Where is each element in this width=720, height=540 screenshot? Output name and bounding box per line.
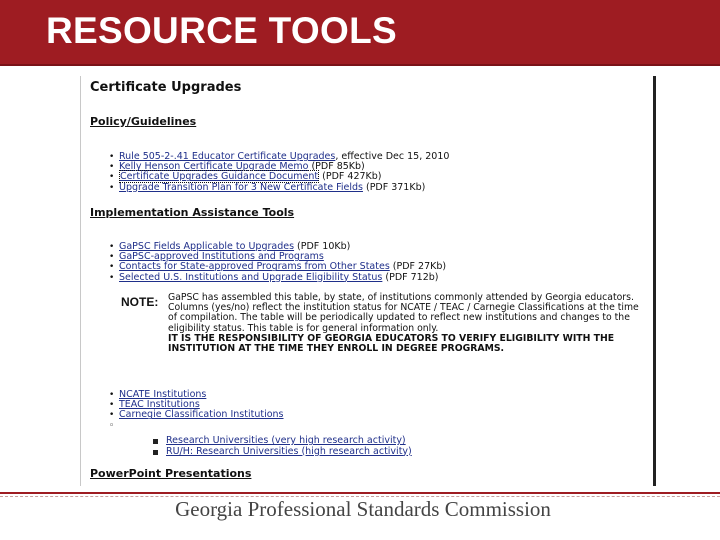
ncate-institutions-link[interactable]: NCATE Institutions: [119, 389, 207, 400]
list-item: [109, 410, 284, 420]
page-title: RESOURCE TOOLS: [46, 10, 397, 51]
note-emphasis: IT IS THE RESPONSIBILITY OF GEORGIA EDUCATORS TO VERIFY ELIGIBILITY WITH THE INSTITUTION AT THE TIME THEY ENROLL IN DEGREE PROGRAMS.: [168, 332, 615, 355]
very-high-research-link[interactable]: Research Universities (very high research activity): [166, 435, 406, 446]
file-size: (PDF 85Kb): [308, 161, 365, 173]
list-item: [109, 273, 446, 283]
list-item-empty: [109, 421, 284, 431]
file-size: (PDF 427Kb): [319, 171, 382, 183]
high-research-link[interactable]: RU/H: Research Universities (high research activity): [166, 445, 412, 457]
teac-institutions-link[interactable]: TEAC Institutions: [119, 399, 200, 411]
contacts-link[interactable]: Contacts for State-approved Programs from Other States: [119, 261, 390, 273]
implementation-list: [109, 242, 446, 283]
section-heading-policy: Policy/Guidelines: [90, 115, 197, 128]
guidance-document-link[interactable]: Certificate Upgrades Guidance Document: [120, 171, 319, 183]
file-size: (PDF 27Kb): [389, 261, 447, 273]
note-label: NOTE:: [121, 295, 159, 309]
rule-effective-date: , effective Dec 15, 2010: [335, 151, 450, 162]
upgrade-memo-link[interactable]: Kelly Henson Certificate Upgrade Memo: [119, 161, 309, 173]
note-text: [168, 293, 646, 354]
policy-list: [109, 152, 449, 193]
institutions-list: [109, 390, 284, 431]
list-item: [109, 183, 449, 193]
file-size: (PDF 10Kb): [294, 241, 351, 252]
transition-plan-link[interactable]: Upgrade Transition Plan for 3 New Certificate Fields: [119, 181, 363, 193]
section-heading-implementation: Implementation Assistance Tools: [90, 206, 295, 219]
rule-link[interactable]: Rule 505-2-.41 Educator Certificate Upgrades: [119, 151, 336, 162]
document-title: Certificate Upgrades: [90, 80, 242, 95]
footer-rule: [0, 492, 720, 494]
carnegie-institutions-link[interactable]: Carnegie Classification Institutions: [119, 409, 284, 421]
fields-applicable-link[interactable]: GaPSC Fields Applicable to Upgrades: [119, 241, 295, 252]
list-item: [153, 447, 412, 458]
header-bar: [0, 0, 720, 66]
carnegie-sublist: [153, 436, 412, 457]
file-size: (PDF 712b): [382, 271, 439, 283]
approved-institutions-link[interactable]: GaPSC-approved Institutions and Programs: [119, 251, 324, 263]
document-screenshot: [80, 76, 656, 486]
note-body: GaPSC has assembled this table, by state, of institutions commonly attended by Georgia educators. Columns (yes/no) reflect the institution status for NCATE / TEAC / Carnegie Classifications at the time of compilation. The table will be periodically updated to reflect new institutions and changes to the eligibility status. This table is for general information only.: [168, 292, 639, 334]
section-heading-powerpoint: PowerPoint Presentations: [90, 467, 252, 480]
file-size: (PDF 371Kb): [362, 181, 426, 193]
footer-organization-name: Georgia Professional Standards Commission: [175, 497, 551, 521]
eligibility-status-link[interactable]: Selected U.S. Institutions and Upgrade Eligibility Status: [119, 271, 383, 283]
